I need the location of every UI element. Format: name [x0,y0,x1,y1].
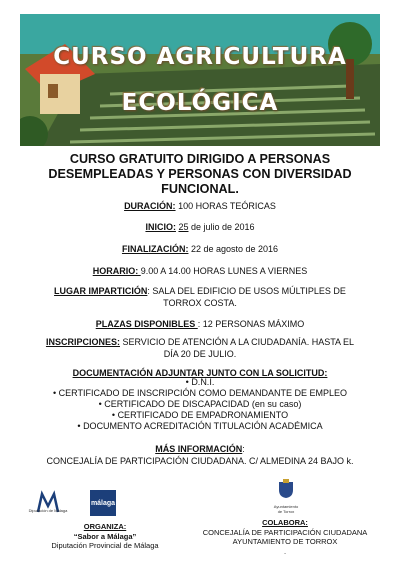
farm-scene-image [20,14,380,146]
organiza-block [20,522,190,551]
banner-title-line2: ECOLÓGICA [121,90,279,116]
finalizacion-row [20,243,380,255]
list-item: • D.N.I. [20,377,380,388]
lugar-row [40,285,360,309]
info-value: CONCEJALÍA DE PARTICIPACIÓN CIUDADANA. C/ ALMEDINA 24 BAJO k. [46,456,354,466]
coat-of-arms-icon [278,479,294,499]
organiza-line1: “Sabor a Málaga” [73,531,137,541]
colabora-line1: CONCEJALÍA DE PARTICIPACIÓN CIUDADANA [202,527,368,537]
finalizacion-label: FINALIZACIÓN: [121,244,189,254]
finalizacion-value: 22 de agosto de 2016 [188,244,279,254]
inicio-rest: de julio de 2016 [188,222,255,232]
duracion-value: 100 HORAS TEÓRICAS [175,201,276,211]
documentacion-list [20,377,380,432]
lugar-label: LUGAR IMPARTICIÓN [54,286,148,296]
inscripciones-label: INSCRIPCIONES: [45,337,120,347]
ayuntamiento-logo-line1: Ayuntamiento [273,504,299,509]
list-item: • DOCUMENTO ACREDITACIÓN TITULACIÓN ACADÉMICA [20,421,380,432]
banner-title-line1: CURSO AGRICULTURA [53,44,347,70]
colabora-label: COLABORA: [262,518,308,527]
duracion-row [20,200,380,212]
diputacion-logo-text: Diputación de Málaga [28,508,68,513]
inscripciones-value: SERVICIO DE ATENCIÓN A LA CIUDADANÍA. HASTA EL DÍA 20 DE JULIO. [119,337,355,359]
organiza-label: ORGANIZA: [83,522,127,531]
inicio-row [20,221,380,233]
inscripciones-row [40,336,360,360]
malaga-logo: málaga [90,490,116,516]
ayuntamiento-logo [268,479,304,514]
plazas-label: PLAZAS DISPONIBLES [95,319,198,329]
colabora-line2: AYUNTAMIENTO DE TORROX [232,537,338,546]
documentacion-title: DOCUMENTACIÓN ADJUNTAR JUNTO CON LA SOLICITUD: [72,368,328,378]
list-item: • CERTIFICADO DE DISCAPACIDAD (en su caso) [20,399,380,410]
headline: CURSO GRATUITO DIRIGIDO A PERSONAS DESEMPLEADAS Y PERSONAS CON DIVERSIDAD FUNCIONAL. [48,152,352,197]
ayuntamiento-logo-line2: de Torrox [277,509,295,514]
lugar-value: : SALA DEL EDIFICIO DE USOS MÚLTIPLES DE TORROX COSTA. [147,286,346,308]
colabora-line3: . [283,546,287,556]
plazas-row [20,318,380,330]
horario-value: 9.00 A 14.00 HORAS LUNES A VIERNES [140,266,308,276]
organiza-line2: Diputación Provincial de Málaga [51,541,159,550]
info-title: MÁS INFORMACIÓN: [155,444,245,454]
duracion-label: DURACIÓN: [124,201,176,211]
list-item: • CERTIFICADO DE INSCRIPCIÓN COMO DEMANDANTE DE EMPLEO [20,388,380,399]
horario-row [20,265,380,277]
horario-label: HORARIO: [92,266,141,276]
banner-illustration [20,14,380,146]
inicio-day: 25 [178,222,189,232]
plazas-value: : 12 PERSONAS MÁXIMO [197,319,305,329]
list-item: • CERTIFICADO DE EMPADRONAMIENTO [20,410,380,421]
inicio-label: INICIO: [145,222,176,232]
colabora-block [170,518,400,556]
